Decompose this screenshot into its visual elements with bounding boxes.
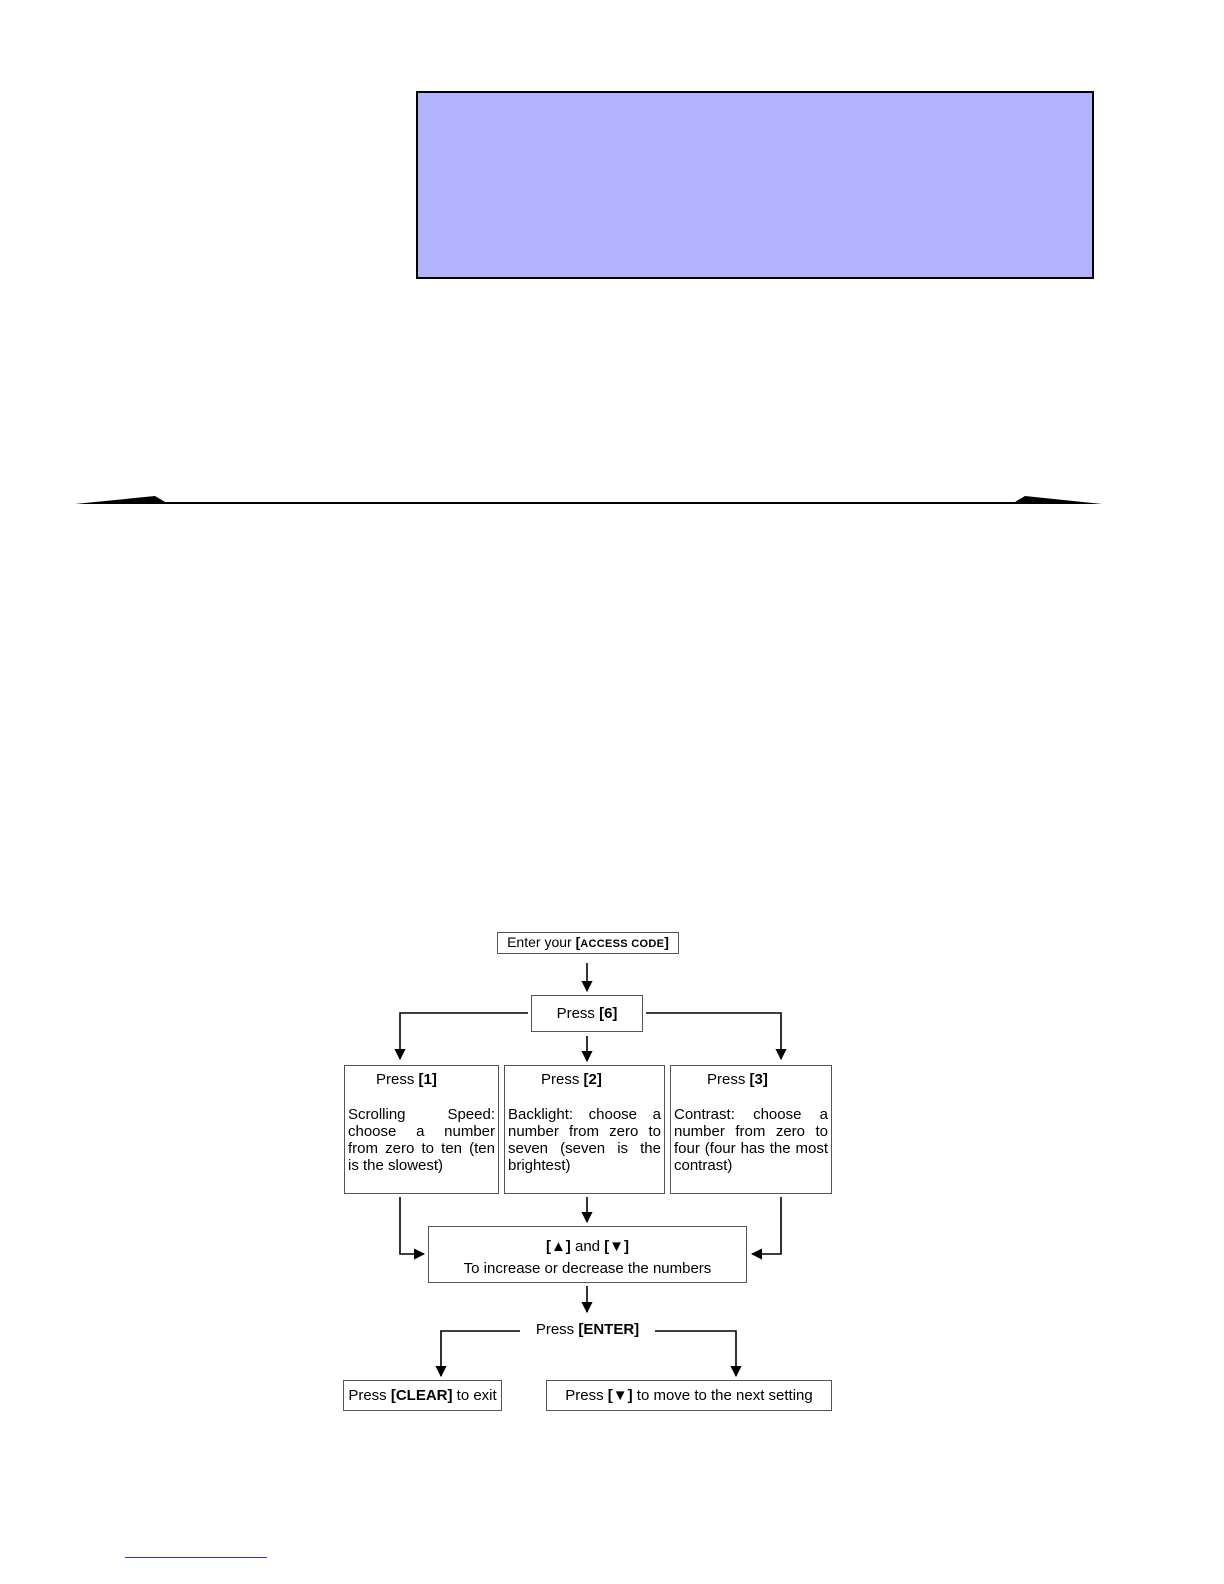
adjust-text: To increase or decrease the numbers: [463, 1260, 712, 1277]
arrow-enter-to-next: [655, 1331, 736, 1376]
enter-step: [520, 1319, 655, 1339]
option2-description: Backlight: choose a number from zero to seven (seven is the brightest): [508, 1106, 661, 1174]
option2-title: Press [2]: [541, 1071, 602, 1088]
option3-box: [670, 1065, 832, 1194]
adjust-keys: [▲] and [▼]: [545, 1238, 630, 1255]
next-step-box: [546, 1380, 832, 1411]
arrow-press6-to-option1: [400, 1013, 528, 1059]
start-step-label: Enter your [ACCESS CODE]: [507, 933, 669, 950]
press6-step-box: [531, 995, 643, 1032]
arrow-enter-to-exit: [441, 1331, 520, 1376]
exit-step-box: [343, 1380, 502, 1411]
press6-label: Press [6]: [556, 1005, 618, 1022]
footer-link-underline[interactable]: [125, 1557, 267, 1558]
option3-description: Contrast: choose a number from zero to four (four has the most contrast): [674, 1106, 828, 1174]
arrow-option3-to-adjust: [752, 1197, 781, 1254]
option3-title: Press [3]: [707, 1071, 768, 1088]
exit-label: Press [CLEAR] to exit: [348, 1387, 497, 1404]
adjust-step-box: [428, 1226, 747, 1283]
enter-label: Press [ENTER]: [535, 1320, 640, 1338]
option1-box: [344, 1065, 499, 1194]
option1-title: Press [1]: [376, 1071, 437, 1088]
start-step-box: [497, 932, 679, 954]
arrow-press6-to-option3: [646, 1013, 781, 1059]
arrow-option1-to-adjust: [400, 1197, 424, 1254]
next-label: Press [▼] to move to the next setting: [565, 1387, 813, 1404]
option1-description: Scrolling Speed: choose a number from zero to ten (ten is the slowest): [348, 1106, 495, 1174]
option2-box: [504, 1065, 665, 1194]
